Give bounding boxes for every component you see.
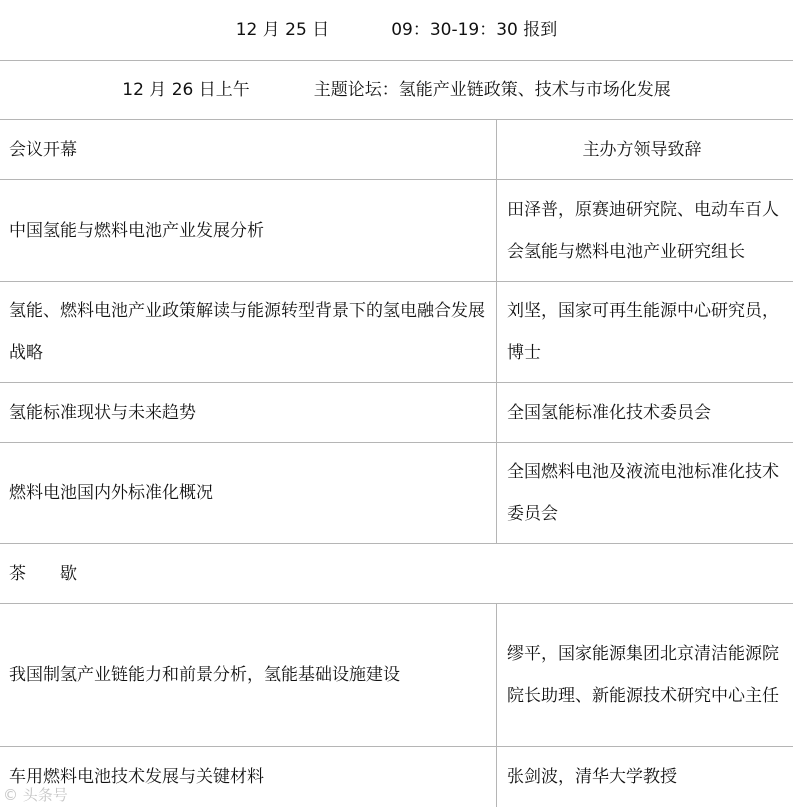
topic-text: 会议开幕: [9, 139, 77, 160]
table-row: [0, 604, 793, 747]
topic-cell: [0, 180, 497, 281]
tea-break-row: [0, 544, 793, 604]
topic-cell: [0, 604, 497, 746]
table-row: [0, 180, 793, 282]
topic-cell: [0, 383, 497, 442]
table-row: [0, 383, 793, 443]
registration-time: 09：30-19：30 报到: [391, 20, 558, 40]
topic-text: 燃料电池国内外标准化概况: [9, 483, 213, 503]
topic-cell: [0, 443, 497, 543]
topic-cell: [0, 747, 497, 807]
registration-date: 12 月 25 日: [235, 20, 330, 40]
topic-text: 氢能、燃料电池产业政策解读与能源转型背景下的氢电融合发展战略: [9, 301, 485, 363]
speaker-cell: [497, 120, 793, 179]
table-row: [0, 443, 793, 544]
table-row: [0, 120, 793, 180]
topic-cell: [0, 120, 497, 179]
speaker-text: 全国燃料电池及液流电池标准化技术委员会: [507, 462, 779, 524]
speaker-text: 主办方领导致辞: [582, 139, 702, 160]
speaker-cell: [497, 180, 793, 281]
session-header-row: [0, 61, 793, 120]
registration-row: [0, 0, 793, 61]
topic-cell: [0, 282, 497, 382]
speaker-cell: [497, 604, 793, 746]
watermark: © 头条号: [3, 786, 68, 804]
topic-text: 我国制氢产业链能力和前景分析，氢能基础设施建设: [9, 665, 400, 685]
tea-break-text: 茶 歇: [9, 563, 77, 584]
table-row: [0, 747, 793, 807]
topic-text: 氢能标准现状与未来趋势: [9, 402, 196, 423]
speaker-cell: [497, 443, 793, 543]
speaker-cell: [497, 383, 793, 442]
topic-text: 车用燃料电池技术发展与关键材料: [9, 767, 264, 787]
speaker-text: 田泽普，原赛迪研究院、电动车百人会氢能与燃料电池产业研究组长: [507, 199, 779, 262]
speaker-text: 缪平，国家能源集团北京清洁能源院院长助理、新能源技术研究中心主任: [507, 644, 779, 706]
topic-text: 中国氢能与燃料电池产业发展分析: [9, 220, 264, 241]
speaker-text: 全国氢能标准化技术委员会: [507, 402, 711, 423]
table-row: [0, 282, 793, 383]
speaker-text: 刘坚，国家可再生能源中心研究员，博士: [507, 301, 779, 363]
session-date: 12 月 26 日上午: [122, 80, 250, 100]
speaker-cell: [497, 747, 793, 807]
speaker-text: 张剑波，清华大学教授: [507, 767, 677, 787]
speaker-cell: [497, 282, 793, 382]
session-title: 主题论坛：氢能产业链政策、技术与市场化发展: [313, 80, 671, 100]
